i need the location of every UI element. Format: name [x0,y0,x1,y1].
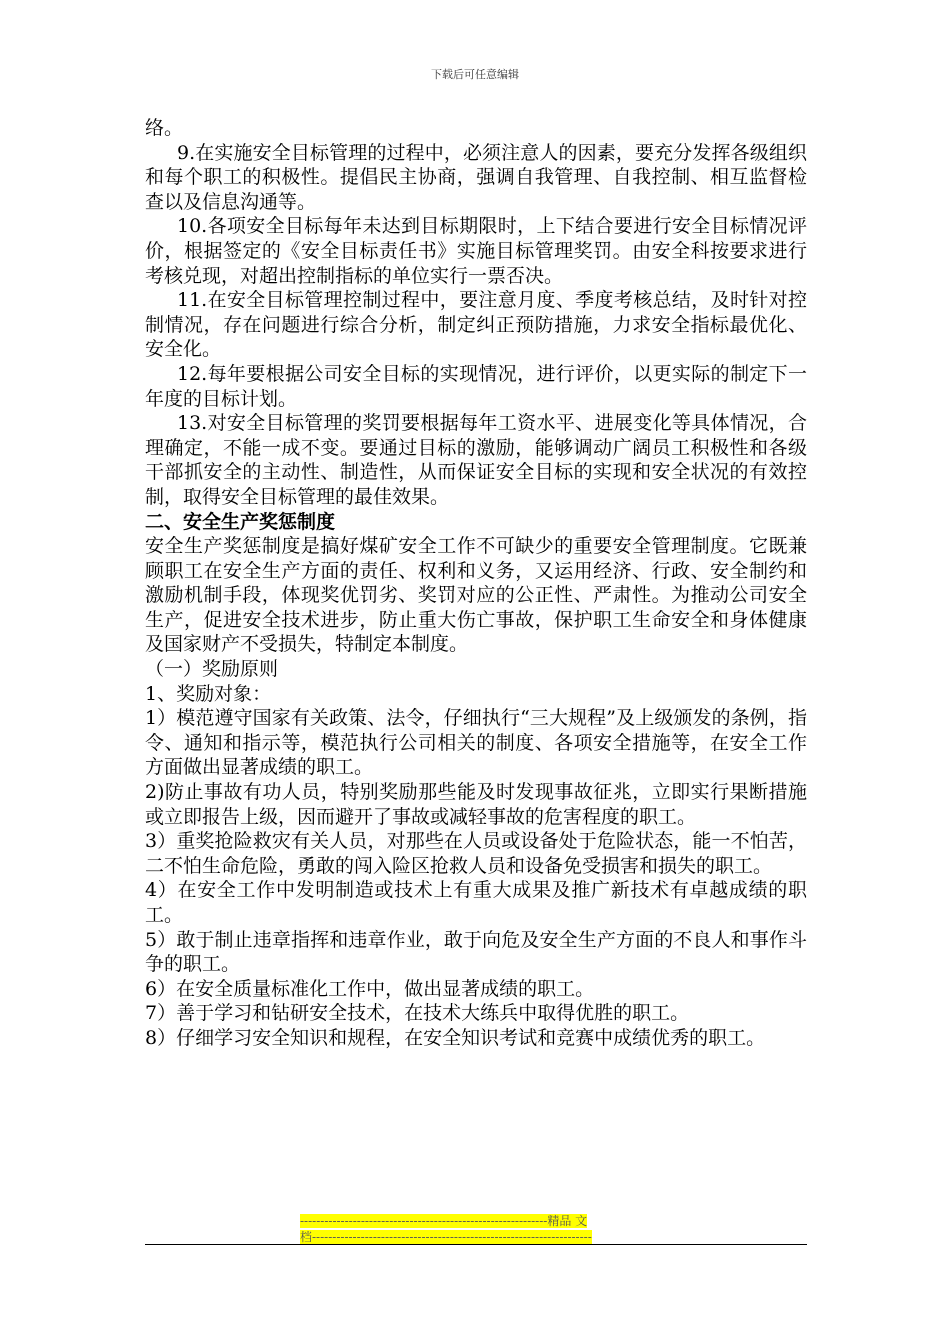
paragraph: （一）奖励原则 [145,658,279,681]
paragraph: 12.每年要根据公司安全目标的实现情况，进行评价，以更实际的制定下一年度的目标计划。 [145,362,807,410]
paragraph: 安全生产奖惩制度是搞好煤矿安全工作不可缺少的重要安全管理制度。它既兼顾职工在安全生产方面的责任、权利和义务，又运用经济、行政、安全制约和激励机制手段，体现奖优罚劣、奖罚对应的公正性、严肃性。为推动公司安全生产，促进安全技术进步，防止重大伤亡事故，保护职工生命安全和身体健康及国家财产不受损失，特制定本制度。 [145,535,807,656]
paragraph: 络。 [145,117,184,139]
paragraph: 6）在安全质量标准化工作中，做出显著成绩的职工。 [145,977,595,1000]
paragraph: 11.在安全目标管理控制过程中，要注意月度、季度考核总结，及时针对控制情况，存在问题进行综合分析，制定纠正预防措施，力求安全指标最优化、安全化。 [145,289,807,361]
paragraph: 1、奖励对象： [145,682,272,705]
paragraph: 10.各项安全目标每年未达到目标期限时，上下结合要进行安全目标情况评价，根据签定的《安全目标责任书》实施目标管理奖罚。由安全科按要求进行考核兑现，对超出控制指标的单位实行一票否决。 [145,215,807,287]
paragraph: 7）善于学习和钻研安全技术，在技术大练兵中取得优胜的职工。 [145,1002,690,1025]
document-body [145,116,807,1051]
paragraph: 9.在实施安全目标管理的过程中，必须注意人的因素，要充分发挥各级组织和每个职工的积极性。提倡民主协商，强调自我管理、自我控制、相互监督检查以及信息沟通等。 [145,141,807,213]
paragraph: 13.对安全目标管理的奖罚要根据每年工资水平、进展变化等具体情况，合理确定，不能一成不变。要通过目标的激励，能够调动广阔员工积极性和各级干部抓安全的主动性、制造性，从而保证安全目标的实现和安全状况的有效控制，取得安全目标管理的最佳效果。 [145,412,807,508]
footer-watermark-line-2: 档--------------------------------------------------------------------- [300,1230,592,1244]
paragraph: 5）敢于制止违章指挥和违章作业，敢于向危及安全生产方面的不良人和事作斗争的职工。 [145,928,807,976]
footer-watermark [300,1213,648,1245]
paragraph: 8）仔细学习安全知识和规程，在安全知识考试和竞赛中成绩优秀的职工。 [145,1026,766,1049]
section-heading: 二、安全生产奖惩制度 [145,510,336,533]
paragraph: 4）在安全工作中发明制造或技术上有重大成果及推广新技术有卓越成绩的职工。 [145,879,807,926]
footer-watermark-line-1: -------------------------------------------------------------精品 文 [300,1214,588,1228]
page-header-note: 下载后可任意编辑 [431,68,519,81]
paragraph: 3）重奖抢险救灾有关人员，对那些在人员或设备处于危险状态，能一不怕苦，二不怕生命危险，勇敢的闯入险区抢救人员和设备免受损害和损失的职工。 [145,830,807,877]
paragraph: 2)防止事故有功人员，特别奖励那些能及时发现事故征兆，立即实行果断措施或立即报告上级，因而避开了事故或减轻事故的危害程度的职工。 [145,781,807,828]
footer-divider [145,1244,807,1245]
paragraph: 1）模范遵守国家有关政策、法令，仔细执行“三大规程”及上级颁发的条例，指令、通知和指示等，模范执行公司相关的制度、各项安全措施等，在安全工作方面做出显著成绩的职工。 [145,707,807,779]
